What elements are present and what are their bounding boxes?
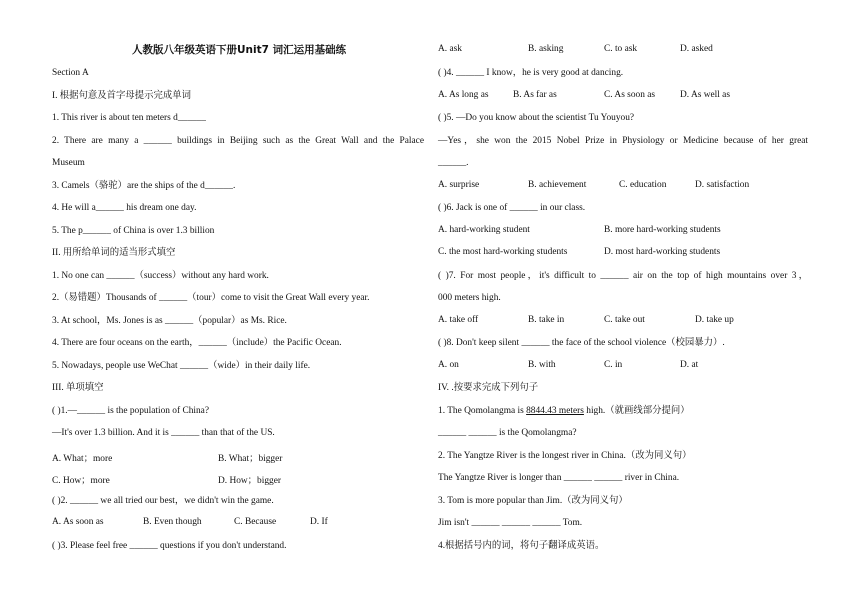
part3-question-5-answer: —Yes，she won the 2015 Nobel Prize in Physiology or Medicine because of her great — [438, 136, 808, 146]
part3-question-5-blank: ______. — [438, 158, 469, 168]
part4-question-4: 4.根据括号内的词，将句子翻译成英语。 — [438, 541, 605, 551]
q3-option-d: D. asked — [680, 44, 713, 54]
q2-option-b: B. Even though — [143, 517, 202, 527]
q3-option-a: A. ask — [438, 44, 462, 54]
page-title: 人教版八年级英语下册Unit7 词汇运用基础练 — [132, 44, 347, 56]
q7-option-a: A. take off — [438, 315, 479, 325]
part4-question-2-answer: The Yangtze River is longer than ______ ______ river in China. — [438, 473, 680, 483]
part2-question-5: 5. Nowadays, people use WeChat ______（wide）in their daily life. — [52, 361, 311, 371]
section-label: Section A — [52, 68, 89, 78]
q1-option-c: C. How；more — [52, 476, 110, 486]
q7-option-b: B. take in — [528, 315, 565, 325]
part3-question-1: ( )1.—______ is the population of China? — [52, 406, 210, 416]
part4-q1-prefix: 1. The Qomolangma is — [438, 406, 527, 416]
part3-question-3: ( )3. Please feel free ______ questions if you don't understand. — [52, 541, 287, 551]
part4-question-1-answer: ______ ______ is the Qomolangma? — [438, 428, 577, 438]
q1-option-b: B. What；bigger — [218, 454, 283, 464]
q2-option-a: A. As soon as — [52, 517, 104, 527]
part4-question-2: 2. The Yangtze River is the longest river in China.（改为同义句） — [438, 451, 692, 461]
part3-question-7: ( )7. For most people，it's difficult to ______ air on the top of high mountains over 3， — [438, 271, 808, 281]
part3-question-7-cont: 000 meters high. — [438, 293, 501, 303]
q3-option-b: B. asking — [528, 44, 564, 54]
q1-option-d: D. How；bigger — [218, 476, 282, 486]
part2-question-3: 3. At school，Ms. Jones is as ______（popular）as Ms. Rice. — [52, 316, 287, 326]
part2-question-4: 4. There are four oceans on the earth，______（include）the Pacific Ocean. — [52, 338, 342, 348]
part3-question-2: ( )2. ______ we all tried our best，we didn't win the game. — [52, 496, 274, 506]
q6-option-a: A. hard-working student — [438, 225, 530, 235]
part3-question-6: ( )6. Jack is one of ______ in our class. — [438, 203, 586, 213]
part4-question-3-answer: Jim isn't ______ ______ ______ Tom. — [438, 518, 583, 528]
q7-option-c: C. take out — [604, 315, 645, 325]
q8-option-d: D. at — [680, 360, 699, 370]
q4-option-a: A. As long as — [438, 90, 489, 100]
part3-question-8: ( )8. Don't keep silent ______ the face of the school violence（校园暴力）. — [438, 338, 725, 348]
q4-option-c: C. As soon as — [604, 90, 656, 100]
q4-option-d: D. As well as — [680, 90, 730, 100]
part2-question-1: 1. No one can ______（success）without any hard work. — [52, 271, 269, 281]
part4-question-3: 3. Tom is more popular than Jim.（改为同义句） — [438, 496, 628, 506]
q2-option-d: D. If — [310, 517, 328, 527]
q6-option-d: D. most hard-working students — [604, 247, 721, 257]
part1-question-5: 5. The p______ of China is over 1.3 billion — [52, 226, 215, 236]
q5-option-c: C. education — [619, 180, 667, 190]
q8-option-c: C. in — [604, 360, 623, 370]
q1-option-a: A. What；more — [52, 454, 113, 464]
q5-option-a: A. surprise — [438, 180, 480, 190]
part4-q1-suffix: high.（就画线部分提问） — [583, 406, 690, 416]
q5-option-d: D. satisfaction — [695, 180, 750, 190]
q5-option-b: B. achievement — [528, 180, 587, 190]
q8-option-b: B. with — [528, 360, 556, 370]
part1-question-2: 2. There are many a ______ buildings in Beijing such as the Great Wall and the Palace — [52, 136, 424, 146]
part4-heading: IV. .按要求完成下列句子 — [438, 383, 539, 393]
part3-question-1-cont: —It's over 1.3 billion. And it is ______ than that of the US. — [52, 428, 275, 438]
q7-option-d: D. take up — [695, 315, 734, 325]
part1-question-2-cont: Museum — [52, 158, 85, 168]
part1-question-3: 3. Camels（骆驼）are the ships of the d______. — [52, 181, 236, 191]
part1-question-1: 1. This river is about ten meters d______ — [52, 113, 206, 123]
q6-option-c: C. the most hard-working students — [438, 247, 568, 257]
q8-option-a: A. on — [438, 360, 459, 370]
q6-option-b: B. more hard-working students — [604, 225, 721, 235]
q3-option-c: C. to ask — [604, 44, 638, 54]
part3-question-5: ( )5. —Do you know about the scientist Tu Youyou? — [438, 113, 635, 123]
q2-option-c: C. Because — [234, 517, 277, 527]
part2-heading: II. 用所给单词的适当形式填空 — [52, 248, 176, 258]
underlined-phrase: 8844.43 meters — [526, 406, 584, 416]
part3-question-4: ( )4. ______ I know，he is very good at dancing. — [438, 68, 624, 78]
part1-heading: I. 根据句意及首字母提示完成单词 — [52, 91, 192, 101]
part4-question-1 — [438, 405, 690, 417]
q4-option-b: B. As far as — [513, 90, 557, 100]
part1-question-4: 4. He will a______ his dream one day. — [52, 203, 197, 213]
part2-question-2: 2.（易错题）Thousands of ______（tour）come to visit the Great Wall every year. — [52, 293, 370, 303]
part3-heading: III. 单项填空 — [52, 383, 104, 393]
